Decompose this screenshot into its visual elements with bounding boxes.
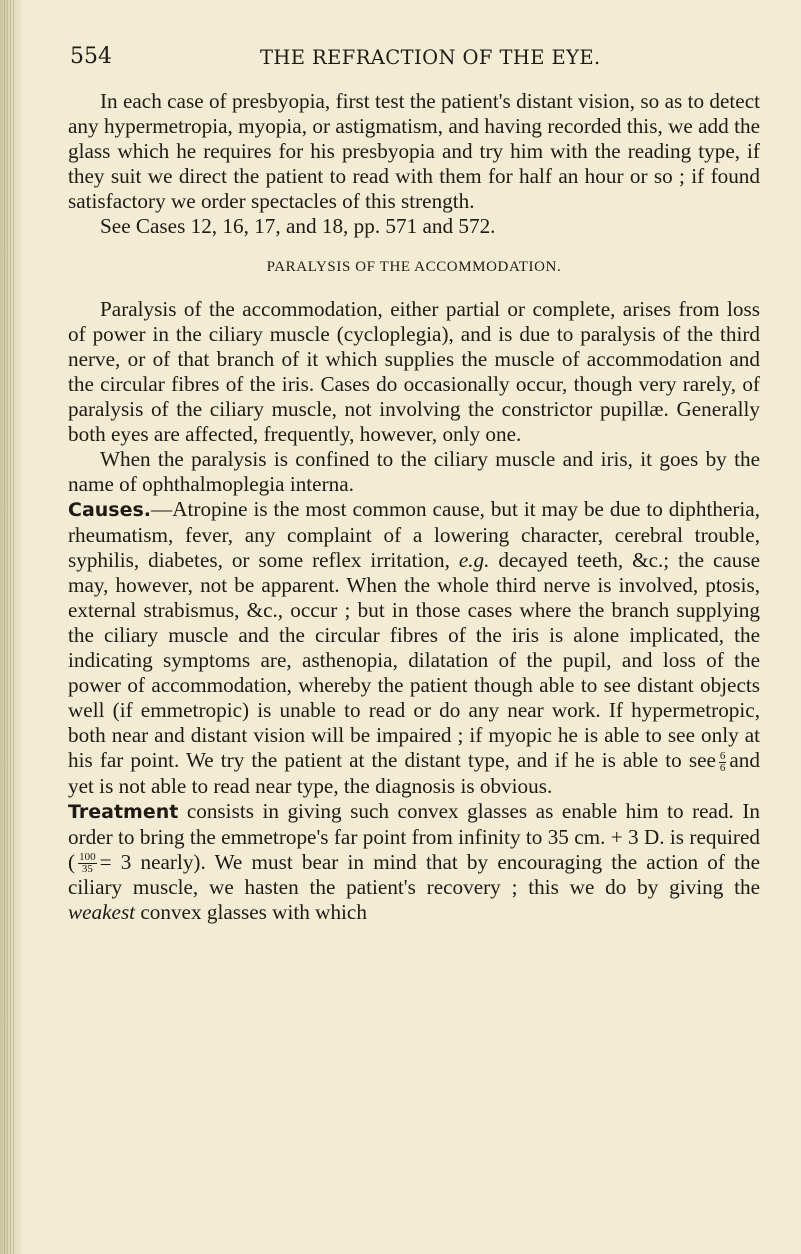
treatment-text-2: = 3 nearly). We must bear in mind that by encouraging the action of the ciliary muscle, we hasten the patient's recovery ; this we do by giving the <box>68 849 760 900</box>
treatment-text-3: convex glasses with which <box>140 900 367 925</box>
causes-paragraph <box>68 497 760 799</box>
page-number: 554 <box>70 44 112 69</box>
see-cases-line: See Cases 12, 16, 17, and 18, pp. 571 and 572. <box>100 214 496 238</box>
paralysis-paragraph: Paralysis of the accommodation, either partial or complete, arises from loss of power in the ciliary muscle (cycloplegia), and is due to paralysis of the third nerve, or of that branch of it which supplies the muscle of accommodation and the circular fibres of the iris. Cases do occasionally occur, though very rarely, of paralysis of the ciliary muscle, not involving the constrictor pupillæ. Generally both eyes are affected, frequently, however, only one. <box>68 297 760 446</box>
causes-text-1: —Atropine is the most common cause, but it may be due to diphtheria, rheumatism, fever, any complaint of a lowering character, cerebral trouble, syphilis, diabetes, or some reflex irritation, <box>68 497 760 572</box>
page-binding-lines <box>4 0 16 1254</box>
page-body <box>68 89 760 925</box>
causes-text-3: and yet is not able to read near type, the diagnosis is obvious. <box>68 748 760 798</box>
treatment-weakest: weakest <box>68 900 136 925</box>
running-title: THE REFRACTION OF THE EYE. <box>260 46 601 69</box>
fraction-six-sixths: $\frac{6}{6}$ <box>719 749 726 774</box>
causes-text-2: decayed teeth, &c.; the cause may, however, not be apparent. When the whole third nerve is involved, ptosis, external strabismus, &c., occur ; but in those cases where the branch supplying the ciliary muscle and the circular fibres of the iris is alone implicated, the indicating symptoms are, asthenopia, dilatation of the pupil, and loss of the power of accommodation, whereby the patient though able to see distant objects well (if emmetropic) is unable to read or do any near work. If hypermetropic, both near and distant vision will be impaired ; if myopic he is able to see only at his far point. We try the patient at the distant type, and if he is able to see <box>68 548 761 772</box>
section-heading: PARALYSIS OF THE ACCOMMODATION. <box>266 259 562 275</box>
page-header <box>70 44 760 74</box>
treatment-text-1: consists in giving such convex glasses as enable him to read. In order to bring the emmetrope's far point from infinity to 35 cm. + 3 D. is required ( <box>68 798 760 874</box>
presbyopia-paragraph: In each case of presbyopia, first test the patient's distant vision, so as to detect any hypermetropia, myopia, or astigmatism, and having recorded this, we add the glass which he requires for his presbyopia and try him with the reading type, if they suit we direct the patient to read with them for half an hour or so ; if found satisfactory we order spectacles of this strength. <box>68 89 760 213</box>
fraction-hundred-over-35: $\frac{100}{35}$ <box>79 851 96 876</box>
causes-eg: e.g. <box>458 548 490 572</box>
treatment-paragraph <box>68 799 760 926</box>
ophthalmoplegia-paragraph: When the paralysis is confined to the ciliary muscle and iris, it goes by the name of ophthalmoplegia interna. <box>68 447 760 496</box>
causes-heading: Causes. <box>68 499 152 521</box>
treatment-heading: Treatment <box>68 800 179 823</box>
